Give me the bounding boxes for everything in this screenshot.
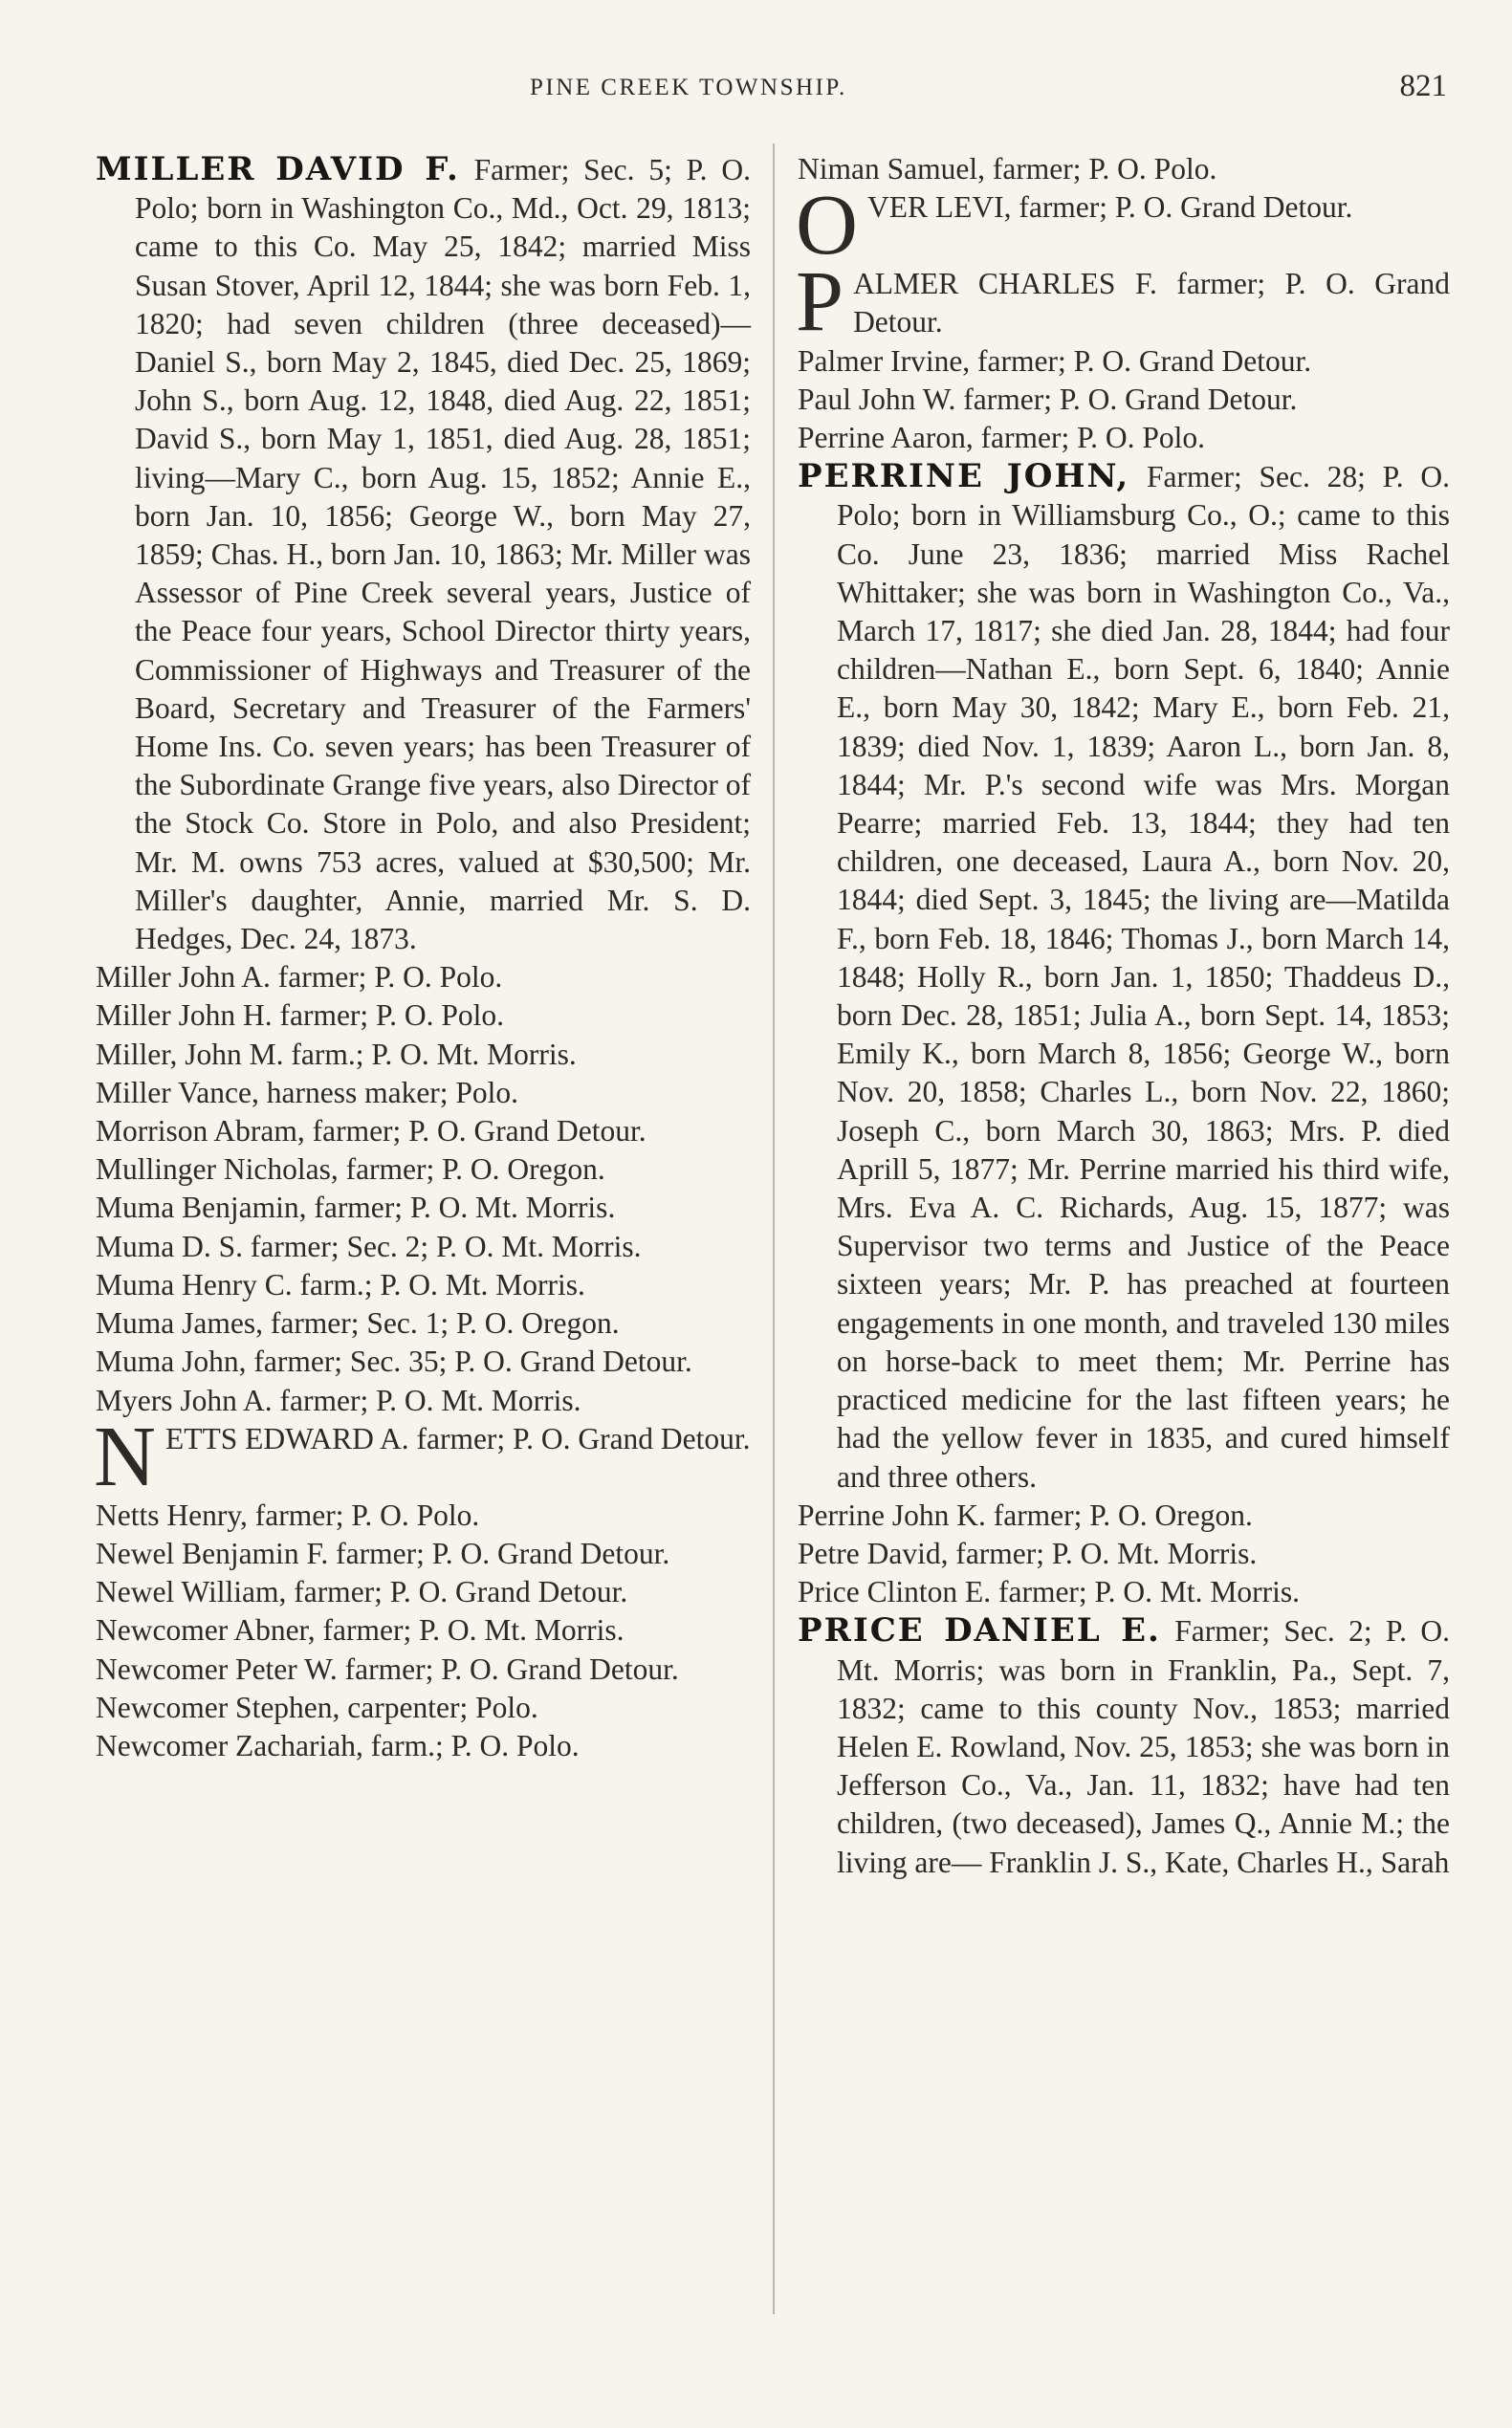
directory-entry-dropcap bbox=[796, 178, 1450, 273]
directory-entry: Morrison Abram, farmer; P. O. Grand Detour. bbox=[96, 1114, 646, 1148]
biography-text: Farmer; Sec. 2; P. O. Mt. Morris; was born in Franklin, Pa., Sept. 7, 1832; came to this county Nov., 1853; married Helen E. Rowland, Nov. 25, 1853; she was born in Jefferson Co., Va., Jan. 11, 1832; have had ten children, (two deceased), James Q., Annie M.; the living are— Franklin J. S., Kate, Charles H., Sarah bbox=[837, 1614, 1450, 1879]
directory-entry: Newcomer Zachariah, farm.; P. O. Polo. bbox=[96, 1728, 580, 1762]
biography-entry bbox=[798, 1611, 1450, 1881]
biography-text: Farmer; Sec. 28; P. O. Polo; born in Williamsburg Co., O.; came to this Co. June 23, 1836; married Miss Rachel Whittaker; she was born in Washington Co., Va., March 17, 1817; she died Jan. 28, 1844; had four children—Nathan E., born Sept. 6, 1840; Annie E., born May 30, 1842; Mary E., born Feb. 21, 1839; died Nov. 1, 1839; Aaron L., born Jan. 8, 1844; Mr. P.'s second wife was Mrs. Morgan Pearre; married Feb. 13, 1844; they had ten children, one deceased, Laura A., born Nov. 20, 1844; died Sept. 3, 1845; the living are—Matilda F., born Feb. 18, 1846; Thomas J., born March 14, 1848; Holly R., born Jan. 1, 1850; Thaddeus D., born Dec. 28, 1851; Julia A., born Sept. 14, 1853; Emily K., born March 8, 1856; George W., born Nov. 20, 1858; Charles L., born Nov. 22, 1860; Joseph C., born March 30, 1863; Mrs. P. died Aprill 5, 1877; Mr. Perrine married his third wife, Mrs. Eva A. C. Richards, Aug. 15, 1877; was Supervisor two terms and Justice of the Peace sixteen years; Mr. P. has preached at fourteen engagements in one month, and traveled 130 miles on horse-back to meet them; Mr. Perrine has practiced medicine for the last fifteen years; he had the yellow fever in 1835, and cured himself and three others. bbox=[837, 460, 1450, 1494]
directory-entry: Newcomer Stephen, carpenter; Polo. bbox=[96, 1690, 538, 1724]
page-title: PINE CREEK TOWNSHIP. bbox=[530, 75, 847, 100]
directory-entry-dropcap bbox=[796, 254, 1450, 350]
directory-entry: Newel Benjamin F. farmer; P. O. Grand Detour. bbox=[96, 1536, 670, 1570]
directory-entry: Miller John A. farmer; P. O. Polo. bbox=[96, 960, 503, 995]
directory-entry: Petre David, farmer; P. O. Mt. Morris. bbox=[798, 1536, 1258, 1570]
directory-entry: Netts Henry, farmer; P. O. Polo. bbox=[96, 1498, 480, 1532]
directory-entry: Muma Henry C. farm.; P. O. Mt. Morris. bbox=[96, 1267, 585, 1301]
directory-entry: Miller Vance, harness maker; Polo. bbox=[96, 1075, 519, 1109]
biography-text: Farmer; Sec. 5; P. O. Polo; born in Washington Co., Md., Oct. 29, 1813; came to this Co. May 25, 1842; married Miss Susan Stover, April 12, 1844; she was born Feb. 1, 1820; had seven children (three deceased)—Daniel S., born May 2, 1845, died Dec. 25, 1869; John S., born Aug. 12, 1848, died Aug. 22, 1851; David S., born May 1, 1851, died Aug. 28, 1851; living—Mary C., born Aug. 15, 1852; Annie E., born Jan. 10, 1856; George W., born May 27, 1859; Chas. H., born Jan. 10, 1863; Mr. Miller was Assessor of Pine Creek several years, Justice of the Peace four years, School Director thirty years, Commissioner of Highways and Treasurer of the Board, Secretary and Treasurer of the Farmers' Home Ins. Co. seven years; has been Treasurer of the Subordinate Grange five years, also Director of the Stock Co. Store in Polo, and also President; Mr. M. owns 753 acres, valued at $30,500; Mr. Miller's daughter, Annie, married Mr. S. D. Hedges, Dec. 24, 1873. bbox=[135, 153, 751, 956]
directory-entry: Price Clinton E. farmer; P. O. Mt. Morris. bbox=[798, 1575, 1300, 1609]
directory-entry: Mullinger Nicholas, farmer; P. O. Oregon. bbox=[96, 1152, 605, 1187]
directory-entry: Palmer Irvine, farmer; P. O. Grand Detour. bbox=[798, 343, 1312, 378]
entry-text: ALMER CHARLES F. farmer; P. O. Grand Detour. bbox=[853, 267, 1450, 339]
directory-entry: Perrine Aaron, farmer; P. O. Polo. bbox=[798, 421, 1206, 455]
column-divider bbox=[773, 143, 775, 2314]
drop-cap-letter: O bbox=[796, 178, 858, 273]
page-header bbox=[0, 69, 1512, 113]
entry-text: VER LEVI, farmer; P. O. Grand Detour. bbox=[867, 190, 1353, 225]
directory-entry: Niman Samuel, farmer; P. O. Polo. bbox=[798, 152, 1217, 186]
drop-cap-letter: P bbox=[796, 254, 844, 350]
directory-entry: Perrine John K. farmer; P. O. Oregon. bbox=[798, 1498, 1253, 1532]
page-number: 821 bbox=[1399, 69, 1447, 103]
directory-entry: Miller John H. farmer; P. O. Polo. bbox=[96, 998, 504, 1033]
biography-entry bbox=[798, 457, 1450, 1496]
entry-text: ETTS EDWARD A. farmer; P. O. Grand Detour. bbox=[165, 1421, 751, 1455]
directory-entry: Muma John, farmer; Sec. 35; P. O. Grand Detour. bbox=[96, 1345, 692, 1379]
biography-name: PERRINE JOHN, bbox=[798, 457, 1130, 496]
directory-entry: Miller, John M. farm.; P. O. Mt. Morris. bbox=[96, 1037, 577, 1071]
directory-entry: Muma James, farmer; Sec. 1; P. O. Oregon. bbox=[96, 1306, 620, 1341]
left-column bbox=[96, 150, 751, 1765]
biography-name: MILLER DAVID F. bbox=[96, 150, 460, 188]
directory-entry: Muma Benjamin, farmer; P. O. Mt. Morris. bbox=[96, 1191, 616, 1225]
directory-entry: Newel William, farmer; P. O. Grand Detour. bbox=[96, 1575, 628, 1609]
biography-entry bbox=[96, 150, 751, 958]
directory-entry: Myers John A. farmer; P. O. Mt. Morris. bbox=[96, 1383, 581, 1417]
directory-entry: Newcomer Abner, farmer; P. O. Mt. Morris. bbox=[96, 1613, 625, 1648]
biography-name: PRICE DANIEL E. bbox=[798, 1611, 1161, 1651]
directory-entry: Paul John W. farmer; P. O. Grand Detour. bbox=[798, 382, 1298, 416]
directory-entry: Muma D. S. farmer; Sec. 2; P. O. Mt. Morris. bbox=[96, 1229, 642, 1263]
directory-entry: Newcomer Peter W. farmer; P. O. Grand Detour. bbox=[96, 1651, 679, 1686]
drop-cap-letter: N bbox=[94, 1409, 156, 1504]
right-column bbox=[798, 150, 1450, 1882]
directory-entry-dropcap bbox=[94, 1409, 751, 1504]
